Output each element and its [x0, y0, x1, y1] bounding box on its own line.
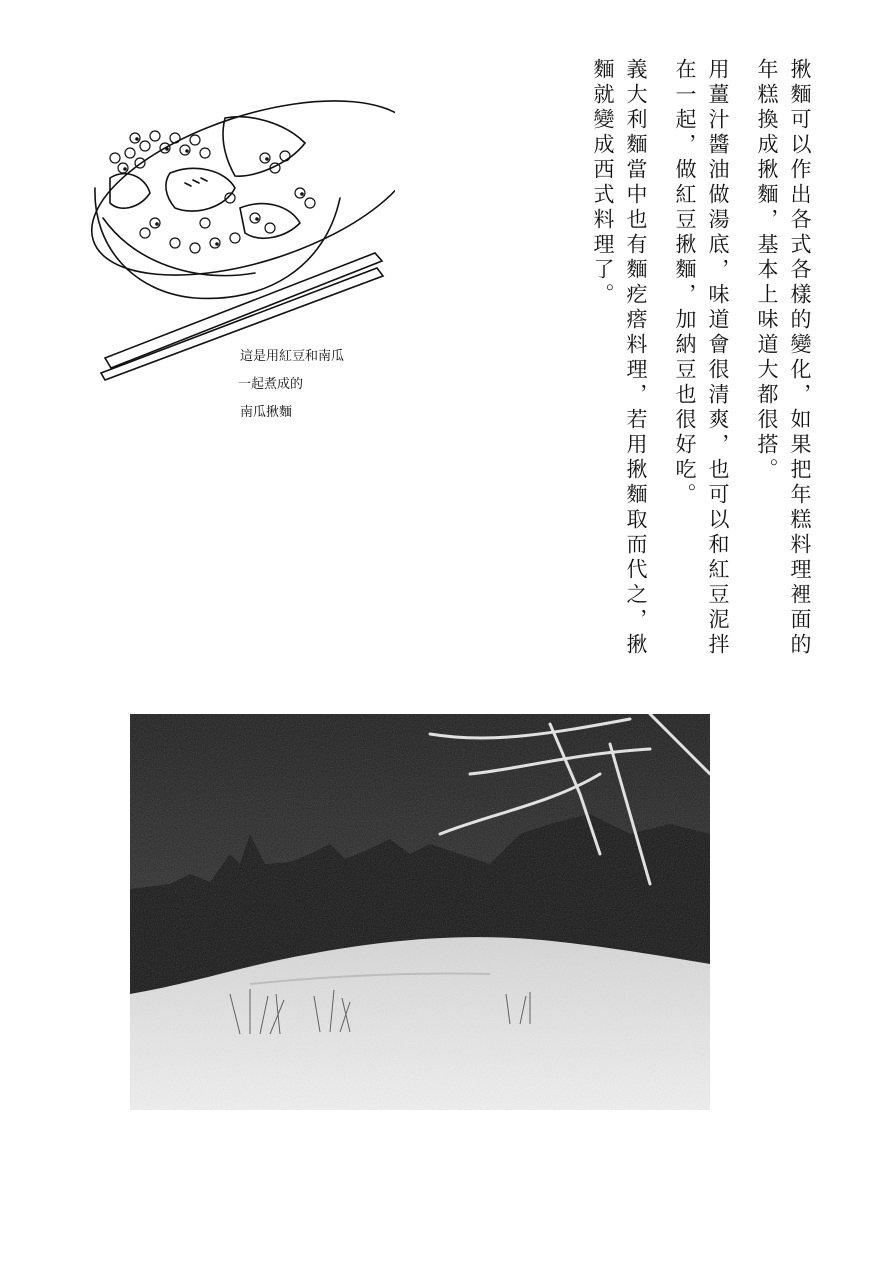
pumpkin-piece: [166, 168, 235, 211]
paragraph-2: 用薑汁醬油做湯底，味道會很清爽，也可以和紅豆泥拌在一起，做紅豆揪麵，加納豆也很好吃。: [673, 58, 730, 658]
sketch-caption: [240, 343, 344, 427]
snow-forest-photo: [130, 714, 710, 1110]
bowl-sketch-illustration: [75, 58, 395, 388]
red-bean-cluster: [110, 131, 315, 253]
paragraph-1: 揪麵可以作出各式各樣的變化，如果把年糕料理裡面的年糕換成揪麵，基本上味道大都很搭。: [755, 58, 812, 658]
caption-line-3: 南瓜揪麵: [240, 405, 293, 420]
caption-line-1: 這是用紅豆和南瓜: [240, 349, 345, 364]
pumpkin-piece: [110, 174, 150, 209]
pumpkin-piece: [223, 117, 305, 176]
paragraph-3: 義大利麵當中也有麵疙瘩料理，若用揪麵取而代之，揪麵就變成西式料理了。: [591, 58, 648, 658]
caption-line-2: 一起煮成的: [238, 377, 304, 392]
body-text: [570, 58, 816, 658]
